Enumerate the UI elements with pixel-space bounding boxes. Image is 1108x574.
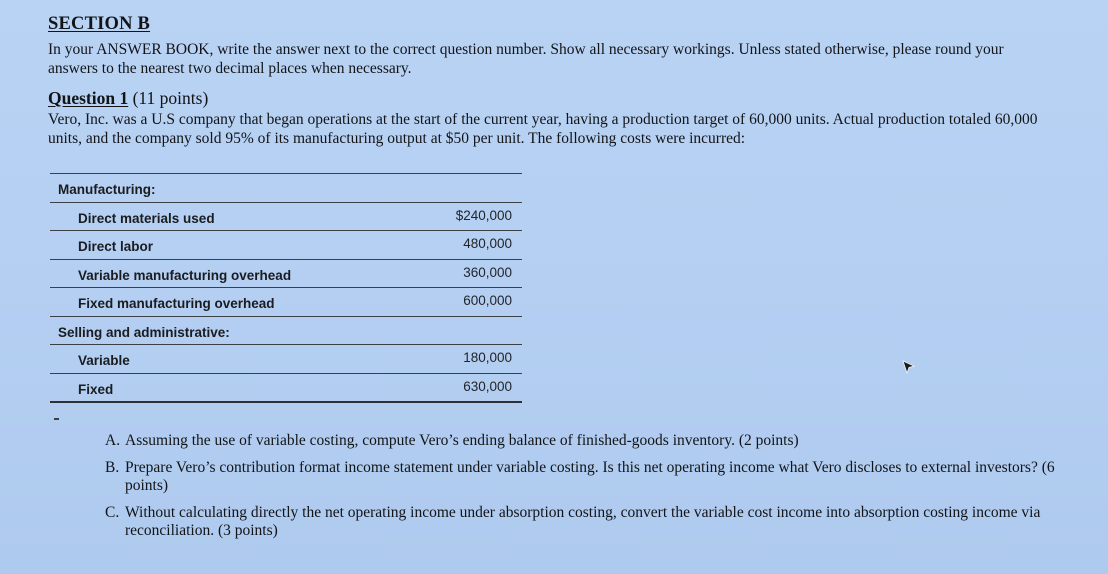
table-row xyxy=(50,203,522,232)
table-row xyxy=(50,260,522,289)
subquestion-letter: B. xyxy=(105,459,120,476)
mouse-pointer-icon xyxy=(902,360,916,374)
cost-value: $240,000 xyxy=(455,207,512,223)
question-intro: Vero, Inc. was a U.S company that began operations at the start of the current year, having a production target of 60,000 units. Actual production totaled 60,000 units, and the company sold 95% of its manufacturing output at $50 per unit. The following costs were incurred: xyxy=(48,111,1038,147)
subquestion-text: Without calculating directly the net operating income under absorption costing, convert the variable cost income into absorption costing income via reconciliation. (3 points) xyxy=(125,504,1041,539)
question-heading xyxy=(48,88,208,109)
cost-label: Variable xyxy=(78,353,130,368)
subquestion-text: Assuming the use of variable costing, compute Vero’s ending balance of finished-goods inventory. (2 points) xyxy=(125,432,799,449)
cost-label: Direct labor xyxy=(78,239,154,254)
subquestion-letter: C. xyxy=(105,504,120,521)
cost-label: Fixed manufacturing overhead xyxy=(78,296,275,311)
table-row xyxy=(50,345,522,374)
cost-label: Fixed xyxy=(78,381,114,397)
selling-header: Selling and administrative: xyxy=(58,324,230,340)
subquestion-a xyxy=(105,432,1065,450)
cost-label: Direct materials used xyxy=(78,210,215,226)
question-points: (11 points) xyxy=(132,88,209,108)
table-row xyxy=(50,374,522,404)
cost-value: 180,000 xyxy=(463,350,512,365)
margin-tick-mark xyxy=(54,418,59,420)
subquestion-letter: A. xyxy=(105,432,121,449)
cost-value: 360,000 xyxy=(463,264,512,280)
subquestion-c xyxy=(105,504,1065,540)
table-row xyxy=(50,288,522,317)
cost-label: Variable manufacturing overhead xyxy=(78,267,292,283)
manufacturing-header: Manufacturing: xyxy=(58,182,156,197)
question-number: Question 1 xyxy=(48,88,129,108)
table-row xyxy=(50,231,522,260)
section-title: SECTION B xyxy=(48,14,151,34)
cost-table xyxy=(50,173,522,403)
instructions-text: In your ANSWER BOOK, write the answer next to the correct question number. Show all necessary workings. Unless stated otherwise, please round your answers to the nearest two decimal places when necessary. xyxy=(48,41,1004,77)
cost-value: 630,000 xyxy=(463,378,512,394)
cost-value: 480,000 xyxy=(463,236,512,251)
subquestion-text: Prepare Vero’s contribution format income statement under variable costing. Is this net operating income what Vero discloses to external investors? (6 points) xyxy=(125,459,1055,494)
table-row-manufacturing-header xyxy=(50,174,522,203)
table-row-selling-header xyxy=(50,317,522,346)
subquestion-b xyxy=(105,459,1065,495)
cost-value: 600,000 xyxy=(463,293,512,308)
subquestions-list xyxy=(105,432,1065,549)
